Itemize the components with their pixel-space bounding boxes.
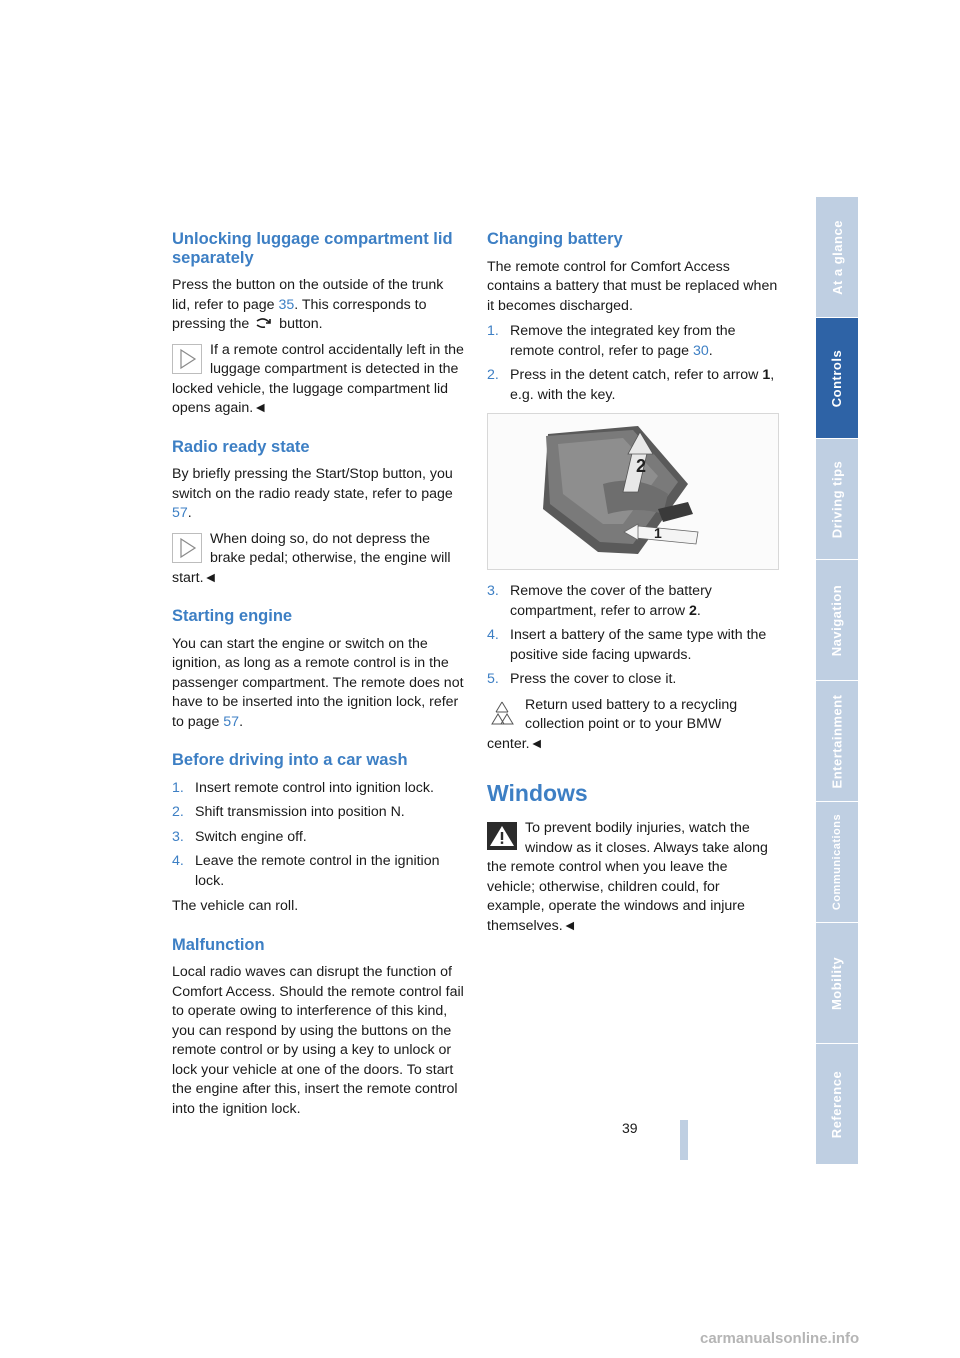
section-starting-engine bbox=[172, 607, 464, 732]
section-title: Changing battery bbox=[487, 230, 623, 248]
paragraph: You can start the engine or switch on the ignition, as long as a remote control is in the passenger compartment. The remote does not have to be inserted into the ignition lock, refer to page 57. bbox=[172, 635, 464, 730]
page-number-bar bbox=[680, 1120, 688, 1160]
list-item: 4. Leave the remote control in the ignition lock. bbox=[172, 853, 440, 889]
trunk-button-icon bbox=[256, 317, 272, 329]
arrow-label-1: 1 bbox=[654, 525, 662, 541]
tab-navigation[interactable]: Navigation bbox=[816, 560, 858, 680]
list-item: 2. Shift transmission into position N. bbox=[172, 804, 405, 820]
note-triangle-icon bbox=[172, 533, 202, 563]
tab-controls[interactable]: Controls bbox=[816, 318, 858, 438]
step-list bbox=[172, 779, 464, 892]
section-title: Malfunction bbox=[172, 935, 265, 954]
section-radio-ready bbox=[172, 438, 464, 589]
list-item: 5. Press the cover to close it. bbox=[487, 671, 677, 687]
page-link[interactable]: 30 bbox=[692, 342, 709, 359]
step-list bbox=[487, 582, 779, 690]
tab-communications[interactable]: Communications bbox=[816, 802, 858, 922]
section-title: Starting engine bbox=[172, 607, 293, 625]
list-item: 1. Remove the integrated key from the remote control, refer to page 30. bbox=[487, 323, 736, 359]
list-item: 2. Press in the detent catch, refer to arrow 1, e.g. with the key. bbox=[487, 367, 775, 403]
chapter-tabs bbox=[816, 197, 858, 1165]
section-changing-battery bbox=[487, 230, 779, 754]
note-triangle-icon bbox=[172, 344, 202, 374]
tab-driving-tips[interactable]: Driving tips bbox=[816, 439, 858, 559]
list-item: 3. Switch engine off. bbox=[172, 828, 307, 845]
page-number: 39 bbox=[622, 1120, 638, 1136]
warning-icon bbox=[487, 822, 517, 850]
page-link[interactable]: 57 bbox=[223, 713, 240, 730]
recycle-note: Return used battery to a recycling collection point or to your BMW center.◄ bbox=[487, 696, 738, 752]
paragraph: The vehicle can roll. bbox=[172, 898, 299, 914]
section-title: Before driving into a car wash bbox=[172, 751, 408, 769]
watermark: carmanualsonline.info bbox=[700, 1330, 860, 1347]
remote-battery-figure bbox=[487, 413, 779, 570]
section-car-wash bbox=[172, 751, 464, 917]
paragraph: The remote control for Comfort Access contains a battery that must be replaced when it becomes discharged. bbox=[487, 258, 778, 314]
tab-mobility[interactable]: Mobility bbox=[816, 923, 858, 1043]
paragraph: Local radio waves can disrupt the function of Comfort Access. Should the remote control fail to operate owing to interference of this kind, you can respond by using the buttons on the remote control or by using a key to unlock or lock your vehicle at one of the doors. To start the engine after this, insert the remote control into the ignition lock. bbox=[172, 964, 464, 1117]
section-malfunction bbox=[172, 936, 464, 1120]
page-link[interactable]: 57 bbox=[172, 505, 188, 521]
warning-block: To prevent bodily injuries, watch the window as it closes. Always take along the remote control when you leave the vehicle; otherwise, children could, for example, operate the windows and injure themselves.◄ bbox=[487, 820, 768, 934]
right-column bbox=[487, 230, 779, 942]
left-column bbox=[172, 230, 464, 1138]
page-link[interactable]: 35 bbox=[278, 296, 295, 313]
step-list bbox=[487, 322, 779, 405]
section-unlocking-luggage bbox=[172, 230, 464, 419]
note-block: When doing so, do not depress the brake pedal; otherwise, the engine will start.◄ bbox=[172, 530, 451, 586]
paragraph: Press the button on the outside of the trunk lid, refer to page 35. This corresponds to pressing the button. bbox=[172, 277, 444, 332]
note-block: If a remote control accidentally left in the luggage compartment is detected in the locked vehicle, the luggage compartment lid opens again.◄ bbox=[172, 341, 464, 416]
tab-reference[interactable]: Reference bbox=[816, 1044, 858, 1164]
section-title: Radio ready state bbox=[172, 437, 310, 456]
list-item: 4. Insert a battery of the same type with the positive side facing upwards. bbox=[487, 627, 767, 663]
section-title: Unlocking luggage compartment lid separately bbox=[172, 230, 453, 267]
recycle-icon bbox=[487, 699, 517, 729]
list-item: 3. Remove the cover of the battery compartment, refer to arrow 2. bbox=[487, 583, 712, 619]
tab-at-a-glance[interactable]: At a glance bbox=[816, 197, 858, 317]
arrow-label-2: 2 bbox=[636, 456, 647, 476]
tab-entertainment[interactable]: Entertainment bbox=[816, 681, 858, 801]
section-heading-windows: Windows bbox=[487, 780, 588, 806]
paragraph: By briefly pressing the Start/Stop button, you switch on the radio ready state, refer to page 57. bbox=[172, 466, 453, 521]
list-item: 1. Insert remote control into ignition lock. bbox=[172, 779, 434, 796]
remote-control-illustration bbox=[488, 414, 778, 569]
